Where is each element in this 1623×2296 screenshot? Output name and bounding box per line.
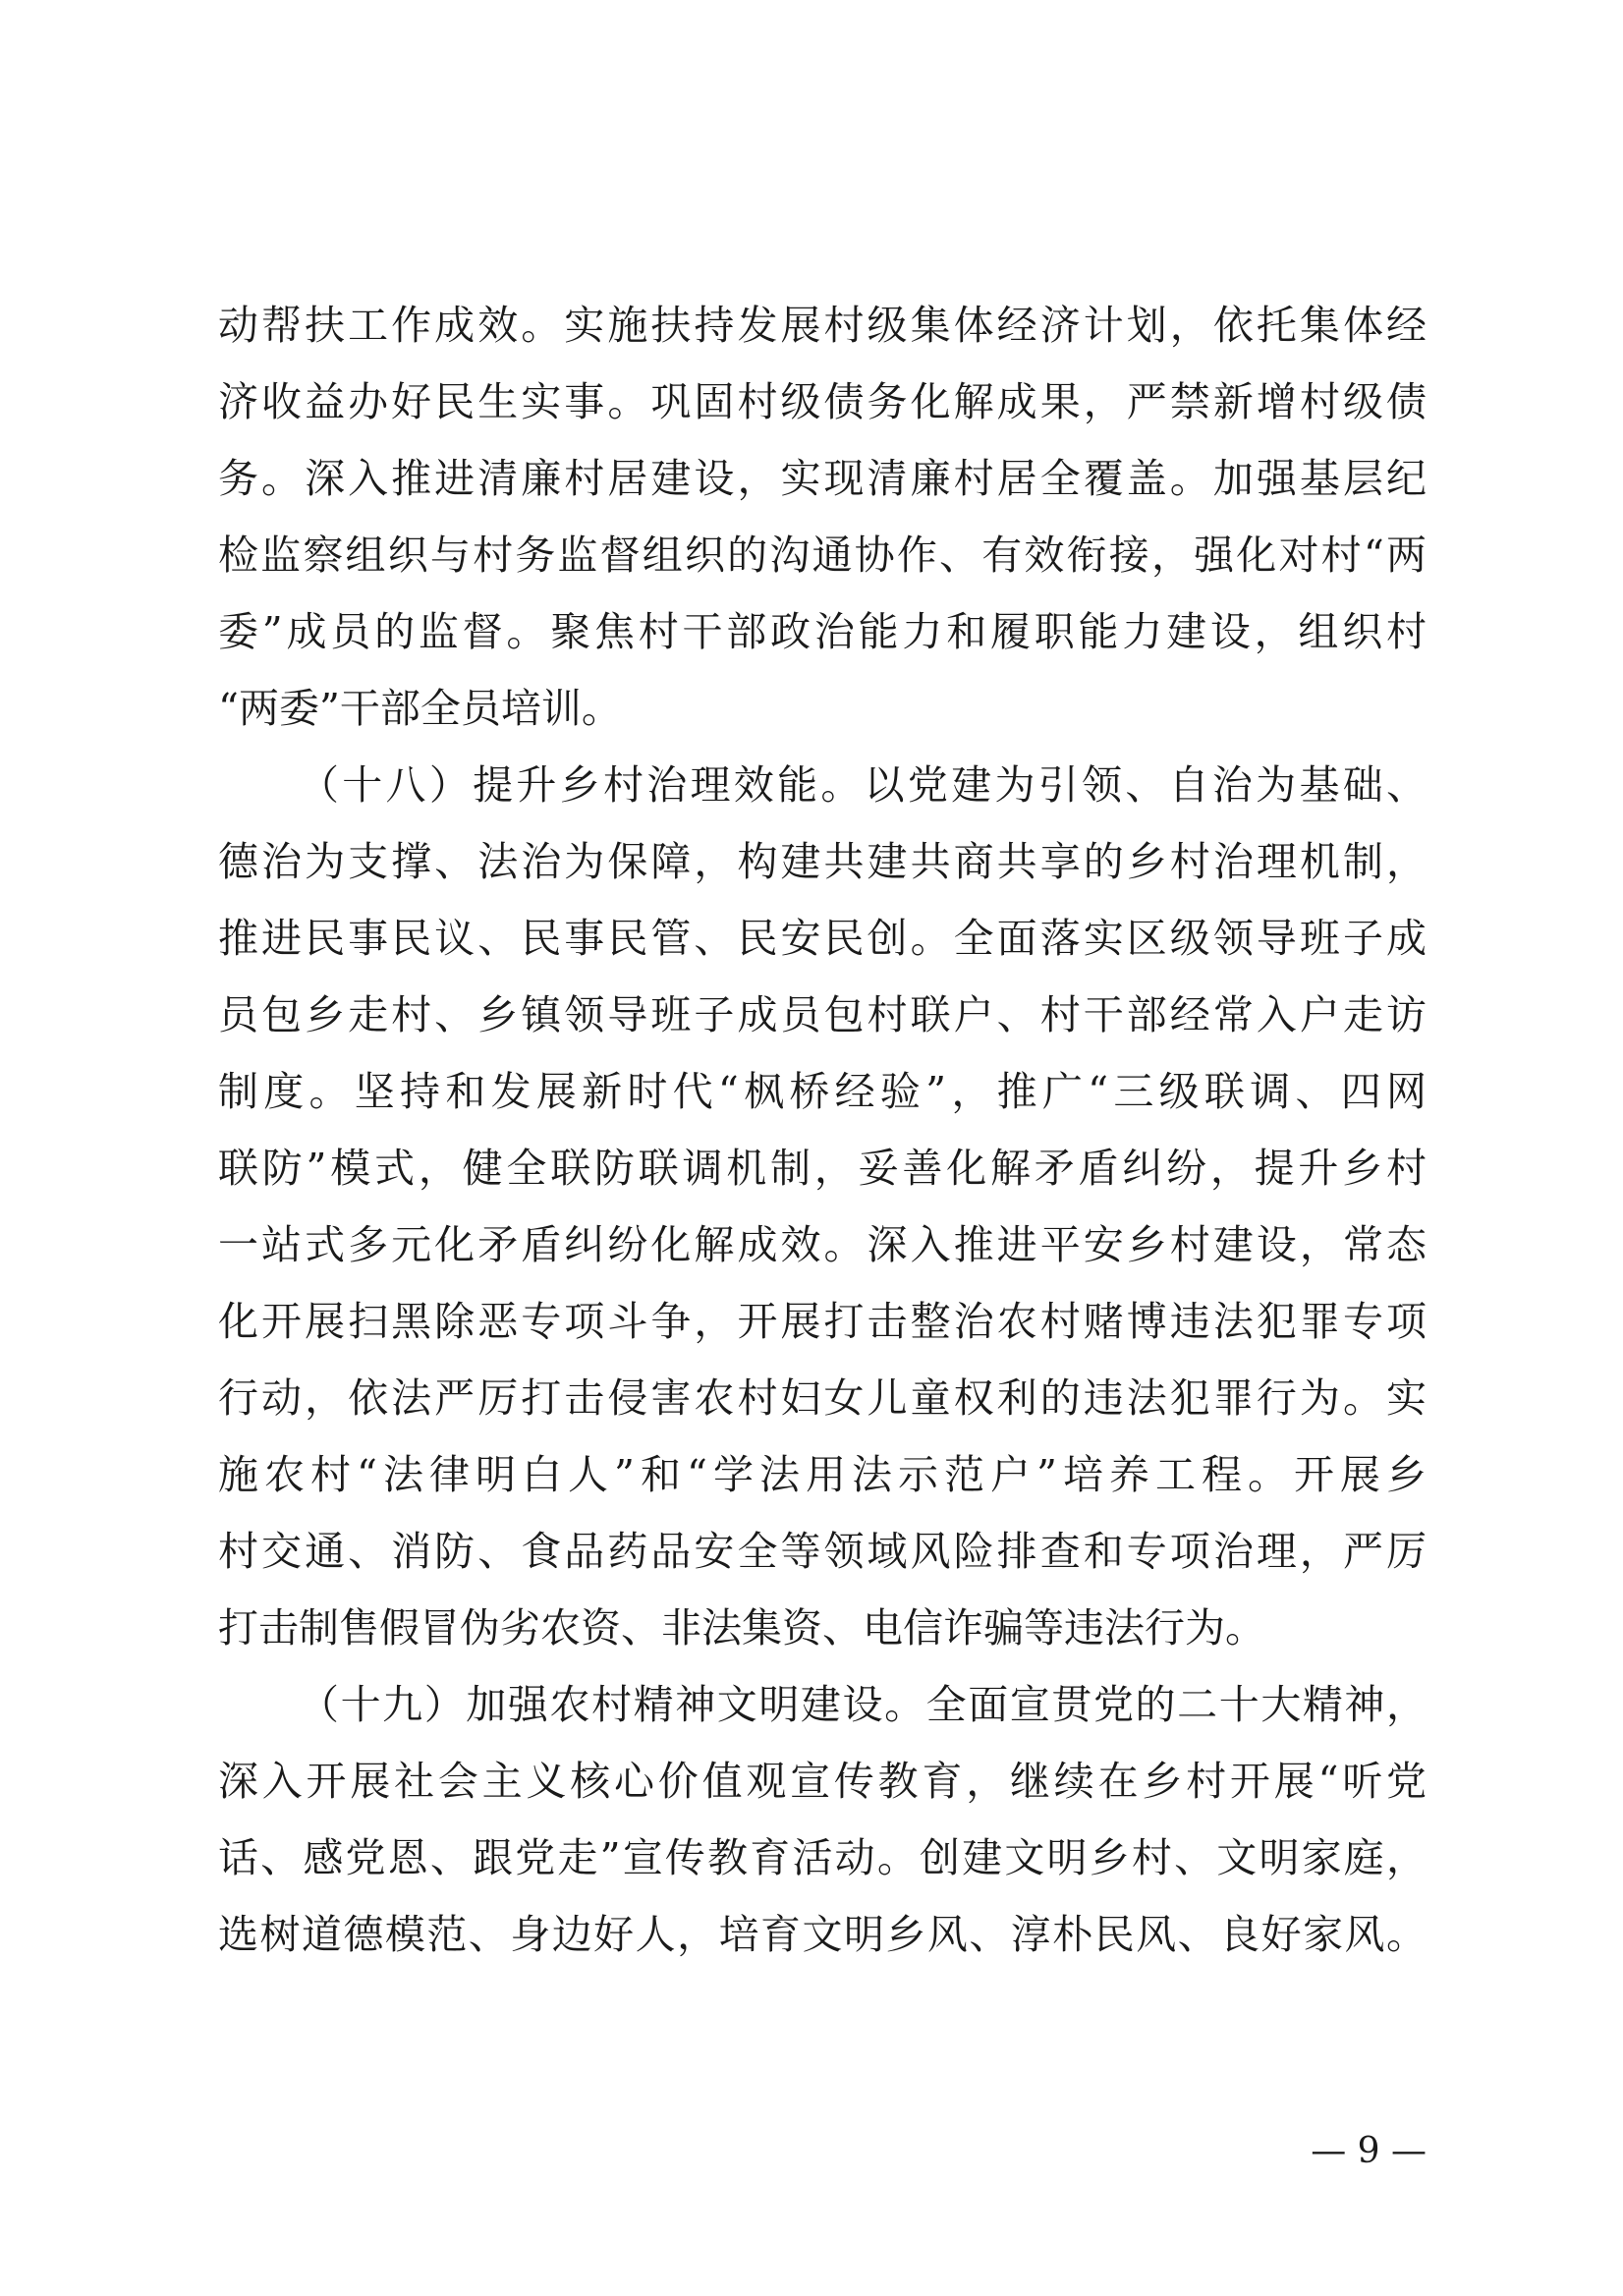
text-line: 一站式多元化矛盾纠纷化解成效。深入推进平安乡村建设，常态	[218, 1221, 1427, 1268]
text-line: 行动，依法严厉打击侵害农村妇女儿童权利的违法犯罪行为。实	[218, 1374, 1427, 1422]
text-line: 动帮扶工作成效。实施扶持发展村级集体经济计划，依托集体经	[218, 302, 1427, 349]
text-line: 济收益办好民生实事。巩固村级债务化解成果，严禁新增村级债	[218, 378, 1427, 425]
text-line: 选树道德模范、身边好人，培育文明乡风、淳朴民风、良好家风。	[218, 1911, 1427, 1958]
text-line: 员包乡走村、乡镇领导班子成员包村联户、村干部经常入户走访	[218, 991, 1427, 1038]
text-line: 委”成员的监督。聚焦村干部政治能力和履职能力建设，组织村	[218, 608, 1427, 655]
text-line: 打击制售假冒伪劣农资、非法集资、电信诈骗等违法行为。	[218, 1604, 1265, 1652]
text-line: 化开展扫黑除恶专项斗争，开展打击整治农村赌博违法犯罪专项	[218, 1298, 1427, 1345]
text-line: 检监察组织与村务监督组织的沟通协作、有效衔接，强化对村“两	[218, 532, 1427, 579]
text-line: 施农村“法律明白人”和“学法用法示范户”培养工程。开展乡	[218, 1451, 1427, 1498]
section-heading-19: （十九）加强农村精神文明建设。全面宣贯党的二十大精神，	[299, 1681, 1427, 1728]
text-line: 联防”模式，健全联防联调机制，妥善化解矛盾纠纷，提升乡村	[218, 1145, 1427, 1192]
page-number: — 9 —	[1311, 2131, 1427, 2171]
text-line: 村交通、消防、食品药品安全等领域风险排查和专项治理，严厉	[218, 1528, 1427, 1575]
text-line: 推进民事民议、民事民管、民安民创。全面落实区级领导班子成	[218, 915, 1427, 962]
text-line: 深入开展社会主义核心价值观宣传教育，继续在乡村开展“听党	[218, 1758, 1427, 1805]
text-line: 德治为支撑、法治为保障，构建共建共商共享的乡村治理机制，	[218, 838, 1427, 885]
text-line: 务。深入推进清廉村居建设，实现清廉村居全覆盖。加强基层纪	[218, 455, 1427, 502]
text-line: 话、感党恩、跟党走”宣传教育活动。创建文明乡村、文明家庭，	[218, 1834, 1427, 1881]
section-heading-18: （十八）提升乡村治理效能。以党建为引领、自治为基础、	[299, 761, 1427, 809]
text-line: “两委”干部全员培训。	[218, 685, 622, 732]
text-line: 制度。坚持和发展新时代“枫桥经验”，推广“三级联调、四网	[218, 1068, 1427, 1115]
